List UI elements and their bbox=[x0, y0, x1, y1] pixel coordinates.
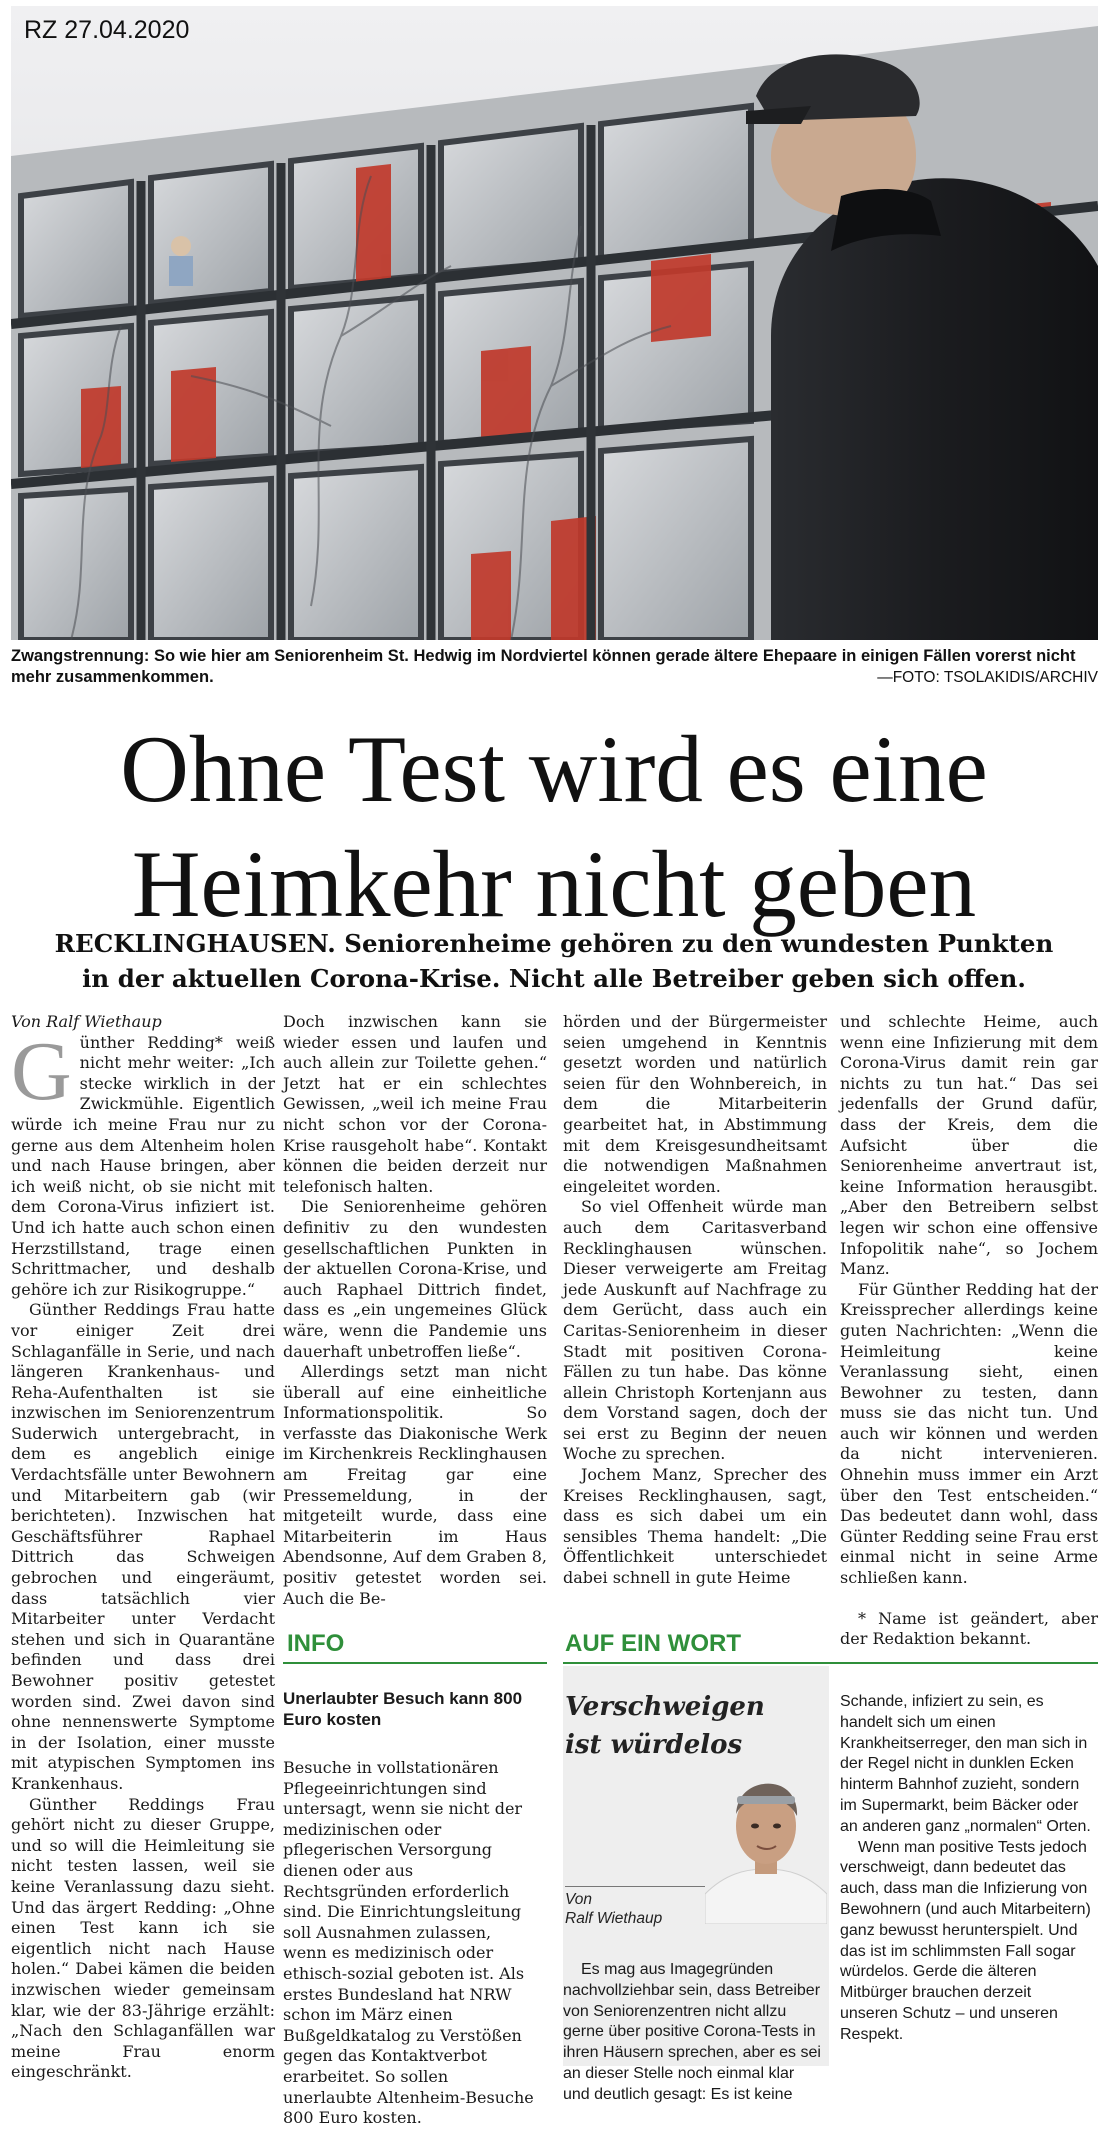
footnote: * Name ist geändert, aber der Redaktion bekannt. bbox=[840, 1608, 1098, 1649]
photo-caption bbox=[11, 646, 1098, 688]
comment-author-name: Ralf Wiethaup bbox=[565, 1910, 663, 1927]
info-box-title: Unerlaubter Besuch kann 800 Euro kosten bbox=[283, 1689, 523, 1729]
article-paragraph: Günther Reddings Frau gehört nicht zu dieser Gruppe, und so will die Heimleitung sie nicht testen lassen, weil sie keine Veranlassung dazu sieht. Und das ärgert Redding: „Ohne einen Test kann ich sie eigentlich nicht nach Hause holen.“ Dabei kämen die beiden inzwischen wieder gemeinsam klar, wie der 83-Jährige erzählt: „Nach den Schlaganfällen war meine Frau enorm eingeschränkt. bbox=[11, 1794, 275, 2082]
info-box-heading: INFO bbox=[287, 1630, 345, 1657]
article-paragraph: hörden und der Bürgermeister seien umgehend in Kenntnis gesetzt worden und natürlich seien für den Wohnbereich, in dem die Mitarbeiterin gearbeitet hat, in Abstimmung mit dem Kreisgesundheitsamt die notwendigen Maßnahmen eingeleitet worden. bbox=[563, 1012, 827, 1196]
headline-line-1: Ohne Test wird es eine bbox=[120, 716, 988, 822]
comment-text-col-2 bbox=[840, 1692, 1092, 2046]
article-paragraph: Für Günther Redding hat der Kreissprecher allerdings keine guten Nachrichten: „Wenn die Heimleitung keine Veranlassung sieht, einen Bewohner zu testen, dann muss sie das nicht tun. Und auch wir können und werden da nicht intervenieren. Ohnehin muss immer ein Arzt über den Test entscheiden.“ Das bedeutet dann wohl, dass Günter Redding seine Frau erst einmal nicht in seine Arme schließen kann. bbox=[840, 1279, 1098, 1588]
article-paragraph: Die Seniorenheime gehören definitiv zu den wundesten gesellschaftlichen Punkten in der aktuellen Corona-Krise, und auch Raphael Dittrich findet, dass es „ein ungemeines Glück wäre, wenn die Pandemie uns dauerhaft unbetroffen ließe“. bbox=[283, 1197, 547, 1361]
drop-cap: G bbox=[11, 1024, 72, 1118]
subheadline-line-1: RECKLINGHAUSEN. Seniorenheime gehören zu den wundesten Punkten bbox=[54, 929, 1054, 958]
headline bbox=[0, 712, 1108, 942]
comment-title bbox=[565, 1688, 795, 1764]
article-paragraph: So viel Offenheit würde man auch dem Caritasverband Recklinghausen wünschen. Dieser verweigerte am Freitag jede Auskunft auf Nachfrage zu dem Gerücht, dass auch ein Caritas-Seniorenheim in dieser Stadt mit positiven Corona-Fällen zu tun habe. Das könne allein Christoph Kortenjann aus dem Vorstand sagen, doch der sei erst zu Beginn der neuen Woche zu sprechen. bbox=[563, 1197, 827, 1464]
info-box-rule bbox=[283, 1662, 547, 1664]
comment-title-line-2: ist würdelos bbox=[565, 1730, 743, 1760]
comment-paragraph: Es mag aus Imagegründen nachvollziehbar sein, dass Betreiber von Seniorenzentren nicht allzu gerne über positive Corona-Tests in ihren Häusern sprechen, aber es sei an dieser Stelle noch einmal klar und deutlich gesagt: Es ist keine bbox=[563, 1961, 821, 2103]
article-paragraph: Doch inzwischen kann sie wieder essen und laufen und auch allein zur Toilette gehen.“ Jetzt hat er ein schlechtes Gewissen, „weil ich meine Frau nicht schon vor der Corona-Krise rausgeholt habe“. Kontakt können die beiden derzeit nur telefonisch halten. bbox=[283, 1012, 547, 1196]
article-paragraph bbox=[11, 1024, 275, 1301]
article-column-3 bbox=[563, 1012, 827, 1589]
comment-author-prefix: Von bbox=[565, 1891, 593, 1908]
info-box bbox=[283, 1666, 547, 2128]
info-box-text: Besuche in vollstationären Pflegeeinrichtungen sind untersagt, wenn sie nicht der medizinischen oder pflegerischen Versorgung dienen oder aus Rechtsgründen erforderlich sind. Die Einrichtungsleitung soll Ausnahmen zulassen, wenn es medizinisch oder ethisch-sozial geboten ist. Als erstes Bundesland hat NRW schon im März einen Bußgeldkatalog zu Verstößen gegen das Kontaktverbot erarbeitet. So sollen unerlaubte Altenheim-Besuche 800 Euro kosten. bbox=[283, 1758, 534, 2128]
comment-author bbox=[565, 1886, 705, 1928]
headline-line-2: Heimkehr nicht geben bbox=[131, 831, 977, 937]
article-column-2 bbox=[283, 1012, 547, 1609]
comment-title-line-1: Verschweigen bbox=[565, 1692, 765, 1722]
comment-box-rule bbox=[563, 1662, 1098, 1664]
article-photo bbox=[11, 6, 1098, 640]
comment-paragraph: Schande, infiziert zu sein, es handelt sich um einen Krankheitserreger, den man sich in der Regel nicht in dunklen Ecken hinterm Bahnhof zuzieht, sondern im Supermarkt, beim Bäcker oder an anderen ganz „normalen“ Orten. bbox=[840, 1693, 1091, 1835]
article-paragraph: Günther Reddings Frau hatte vor einiger Zeit drei Schlaganfälle in Serie, und nach längeren Krankenhaus- und Reha-Aufenthalten ist sie inzwischen im Seniorenzentrum Suderwich untergebracht, in dem es angeblich einige Verdachtsfälle unter Bewohnern und Mitarbeitern gab (wir berichteten). Inzwischen hat Geschäftsführer Raphael Dittrich das Schweigen gebrochen und eingeräumt, dass tatsächlich vier Mitarbeiter unter Verdacht stehen und sich in Quarantäne befinden und dass drei Bewohner positiv getestet worden sind. Zwei davon sind ohne nennenswerte Symptome in der Isolation, einer musste mit atypischen Symptomen ins Krankenhaus. bbox=[11, 1300, 275, 1793]
date-stamp: RZ 27.04.2020 bbox=[24, 16, 190, 44]
article-column-1 bbox=[11, 1012, 275, 2083]
comment-box-heading: AUF EIN WORT bbox=[565, 1630, 741, 1657]
article-paragraph: und schlechte Heime, auch wenn eine Infizierung mit dem Corona-Virus damit rein gar nichts zu tun hat.“ Das sei jedenfalls der Grund dafür, dass der Kreis, dem die Aufsicht über die Seniorenheime anvertraut ist, keine Information herausgibt. „Aber den Betreibern selbst legen wir schon eine offensive Infopolitik nahe“, so Jochem Manz. bbox=[840, 1012, 1098, 1279]
article-paragraph: Allerdings setzt man nicht überall auf eine einheitliche Informationspolitik. So verfasste das Diakonische Werk im Kirchenkreis Recklinghausen am Freitag gar eine Pressemeldung, in der mitgeteilt wurde, dass eine Mitarbeiterin im Haus Abendsonne, Auf dem Graben 8, positiv getestet worden sei. Auch die Be- bbox=[283, 1362, 547, 1608]
subheadline-line-2: in der aktuellen Corona-Krise. Nicht alle Betreiber geben sich offen. bbox=[82, 964, 1026, 993]
subheadline bbox=[0, 926, 1108, 996]
comment-box bbox=[563, 1666, 1098, 2121]
photo-caption-text: Zwangstrennung: So wie hier am Seniorenheim St. Hedwig im Nordviertel können gerade ältere Ehepaare in einigen Fällen vorerst nicht mehr zusammenkommen. bbox=[11, 647, 1076, 686]
article-paragraph-text: ünther Redding* weiß nicht mehr weiter: „Ich stecke wirklich in der Zwickmühle. Eigentlich würde ich meine Frau nur zu gerne aus dem Altenheim holen und nach Hause bringen, aber ich weiß nicht, ob sie nicht mit dem Corona-Virus infiziert ist. Und ich hatte auch schon einen Herzstillstand, trage einen Schrittmacher, und deshalb gehöre ich zur Risikogruppe.“ bbox=[11, 1032, 275, 1299]
comment-text-col-1 bbox=[563, 1960, 825, 2106]
byline: Von Ralf Wiethaup bbox=[11, 1012, 162, 1031]
author-portrait bbox=[705, 1774, 827, 1924]
photo-credit: —FOTO: TSOLAKIDIS/ARCHIV bbox=[877, 669, 1098, 686]
article-column-4 bbox=[840, 1012, 1098, 1650]
comment-paragraph: Wenn man positive Tests jedoch verschweigt, dann bedeutet das auch, dass man die Infizierung von Bewohnern (und auch Mitarbeitern) ganz bewusst herunterspielt. Und das ist im schlimmsten Fall sogar würdelos. Gerde die älteren Mitbürger brauchen derzeit unseren Schutz – und unseren Respekt. bbox=[840, 1838, 1091, 2043]
article-paragraph: Jochem Manz, Sprecher des Kreises Recklinghausen, sagt, dass es sich dabei um ein sensibles Thema handelt: „Die Öffentlichkeit unterschiedet dabei schnell in gute Heime bbox=[563, 1465, 827, 1588]
